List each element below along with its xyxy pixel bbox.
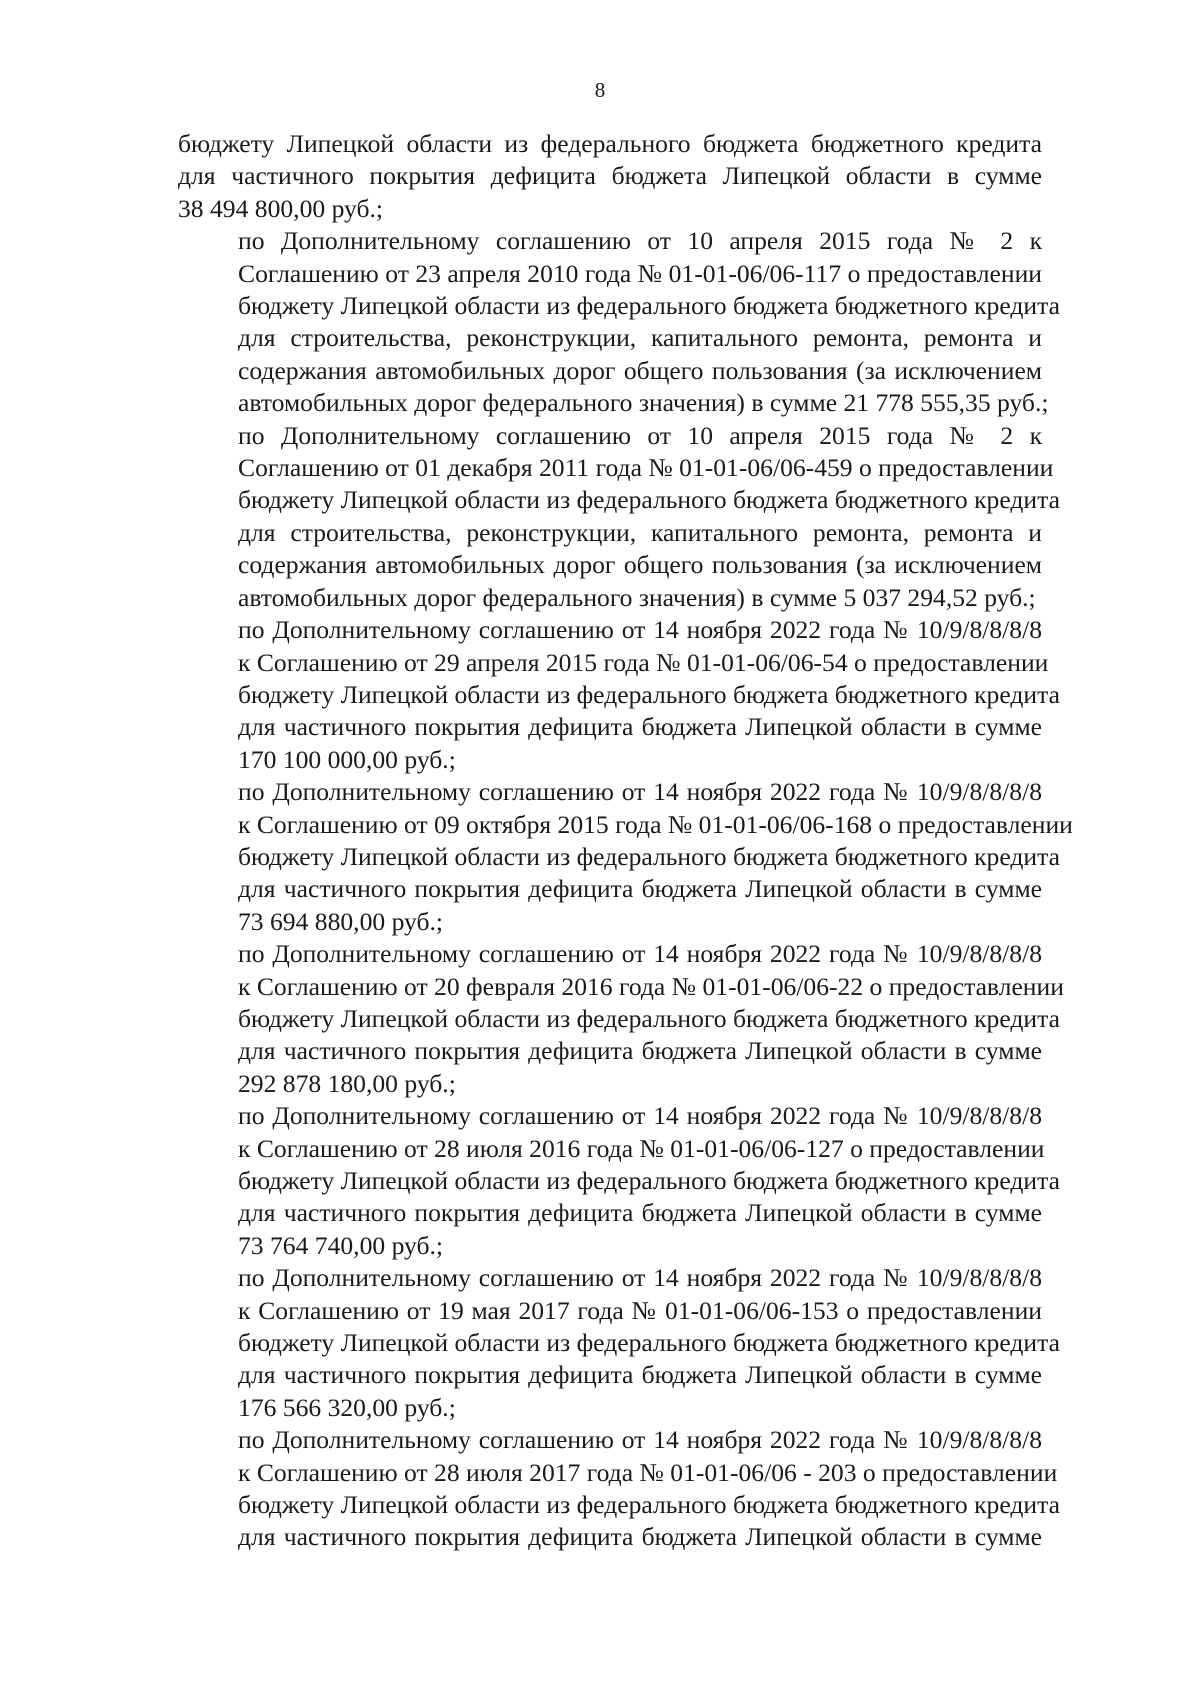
paragraph: [178, 776, 1073, 938]
text-line: 170 100 000,00 руб.;: [238, 744, 456, 774]
text-line: Соглашению от 01 декабря 2011 года № 01-01-06/06-459 о предоставлении: [238, 453, 1054, 483]
text-line: по Дополнительному соглашению от 14 ноября 2022 года № 10/9/8/8/8/8: [238, 777, 1042, 807]
text-line: автомобильных дорог федерального значения) в сумме 5 037 294,52 руб.;: [238, 582, 1036, 612]
text-line: к Соглашению от 28 июля 2017 года № 01-01-06/06 - 203 о предоставлении: [238, 1457, 1058, 1487]
paragraph: [178, 938, 1064, 1100]
paragraph: [178, 420, 1060, 614]
paragraph: [178, 1262, 1060, 1424]
paragraph: [178, 225, 1060, 419]
text-line: для частичного покрытия дефицита бюджета Липецкой области в сумме: [238, 712, 1042, 742]
text-line: для частичного покрытия дефицита бюджета Липецкой области в сумме: [238, 1360, 1042, 1390]
text-line: автомобильных дорог федерального значения) в сумме 21 778 555,35 руб.;: [238, 388, 1049, 418]
text-line: для частичного покрытия дефицита бюджета Липецкой области в сумме: [178, 161, 1042, 191]
text-line: по Дополнительному соглашению от 14 ноября 2022 года № 10/9/8/8/8/8: [238, 1425, 1042, 1455]
text-line: к Соглашению от 20 февраля 2016 года № 01-01-06/06-22 о предоставлении: [238, 971, 1064, 1001]
text-line: 73 764 740,00 руб.;: [238, 1230, 444, 1260]
text-line: бюджету Липецкой области из федерального бюджета бюджетного кредита: [238, 485, 1060, 515]
paragraph: [178, 1100, 1060, 1262]
paragraph: [178, 128, 1042, 225]
text-line: по Дополнительному соглашению от 14 ноября 2022 года № 10/9/8/8/8/8: [238, 939, 1042, 969]
text-line: бюджету Липецкой области из федерального бюджета бюджетного кредита: [238, 1490, 1060, 1520]
text-line: бюджету Липецкой области из федерального бюджета бюджетного кредита: [238, 679, 1060, 709]
text-line: для частичного покрытия дефицита бюджета Липецкой области в сумме: [238, 1522, 1042, 1552]
text-line: для частичного покрытия дефицита бюджета Липецкой области в сумме: [238, 874, 1042, 904]
paragraph: [178, 1424, 1060, 1554]
text-line: для частичного покрытия дефицита бюджета Липецкой области в сумме: [238, 1198, 1042, 1228]
text-line: по Дополнительному соглашению от 14 ноября 2022 года № 10/9/8/8/8/8: [238, 1263, 1042, 1293]
page-number: 8: [594, 78, 606, 102]
text-line: по Дополнительному соглашению от 10 апреля 2015 года № 2 к: [238, 420, 1042, 450]
text-line: для строительства, реконструкции, капитального ремонта, ремонта и: [238, 323, 1042, 353]
text-line: содержания автомобильных дорог общего пользования (за исключением: [238, 550, 1042, 580]
text-line: бюджету Липецкой области из федерального бюджета бюджетного кредита: [238, 1166, 1060, 1195]
text-line: бюджету Липецкой области из федерального бюджета бюджетного кредита: [238, 291, 1060, 321]
paragraph: [178, 614, 1060, 776]
text-line: к Соглашению от 09 октября 2015 года № 01-01-06/06-168 о предоставлении: [238, 809, 1073, 839]
document-body: [178, 128, 1073, 1554]
text-line: бюджету Липецкой области из федерального бюджета бюджетного кредита: [178, 129, 1042, 158]
text-line: по Дополнительному соглашению от 14 ноября 2022 года № 10/9/8/8/8/8: [238, 1101, 1042, 1131]
text-line: 38 494 800,00 руб.;: [178, 193, 384, 223]
text-line: для строительства, реконструкции, капитального ремонта, ремонта и: [238, 517, 1042, 547]
text-line: 73 694 880,00 руб.;: [238, 906, 444, 936]
text-line: к Соглашению от 28 июля 2016 года № 01-01-06/06-127 о предоставлении: [238, 1133, 1045, 1163]
text-line: 176 566 320,00 руб.;: [238, 1392, 456, 1422]
text-line: по Дополнительному соглашению от 14 ноября 2022 года № 10/9/8/8/8/8: [238, 615, 1042, 645]
text-line: бюджету Липецкой области из федерального бюджета бюджетного кредита: [238, 1328, 1060, 1358]
text-line: по Дополнительному соглашению от 10 апреля 2015 года № 2 к: [238, 226, 1042, 256]
text-line: бюджету Липецкой области из федерального бюджета бюджетного кредита: [238, 841, 1060, 871]
text-line: для частичного покрытия дефицита бюджета Липецкой области в сумме: [238, 1036, 1042, 1066]
text-line: Соглашению от 23 апреля 2010 года № 01-01-06/06-117 о предоставлении: [238, 258, 1042, 288]
text-line: бюджету Липецкой области из федерального бюджета бюджетного кредита: [238, 1003, 1060, 1033]
text-line: к Соглашению от 29 апреля 2015 года № 01-01-06/06-54 о предоставлении: [238, 647, 1049, 677]
text-line: содержания автомобильных дорог общего пользования (за исключением: [238, 355, 1042, 385]
text-line: к Соглашению от 19 мая 2017 года № 01-01-06/06-153 о предоставлении: [238, 1295, 1042, 1325]
text-line: 292 878 180,00 руб.;: [238, 1068, 456, 1098]
